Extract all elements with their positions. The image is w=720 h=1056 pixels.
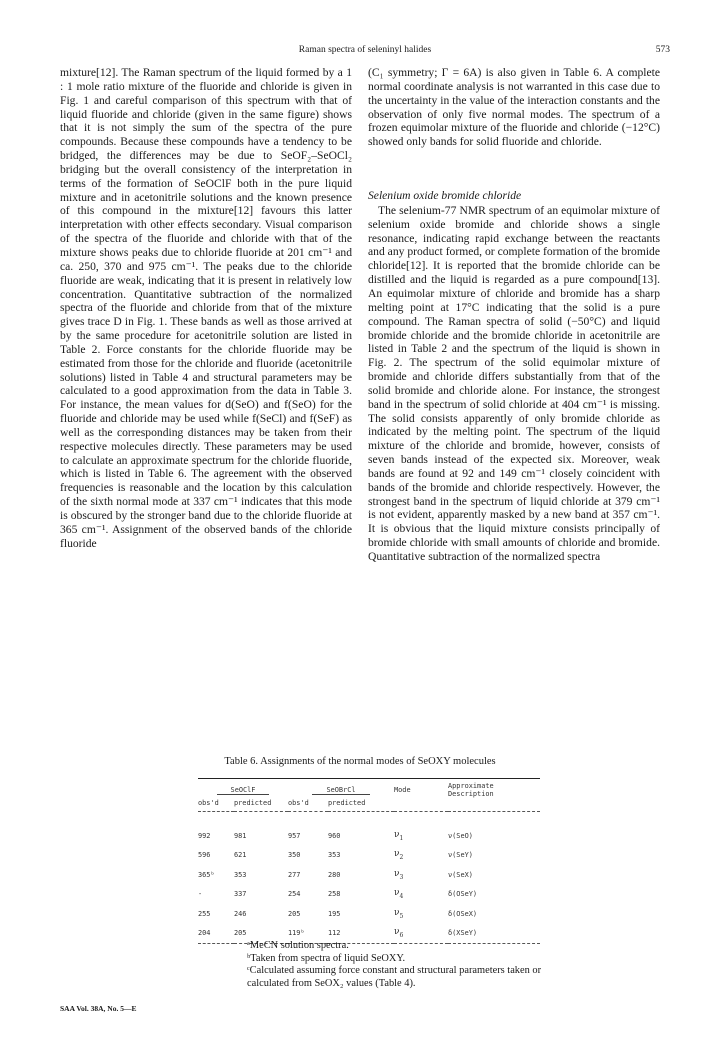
cell-description: ν(SeX)	[448, 870, 473, 879]
cell-description: ν(SeY)	[448, 851, 473, 860]
cell-seoclf-obsd: 992	[198, 831, 211, 840]
cell-seobrcl-predicted: 960	[328, 831, 341, 840]
cell-seoclf-obsd: 204	[198, 929, 211, 938]
cell-seobrcl-obsd: 119ᵇ	[288, 929, 305, 938]
cell-description: δ(XSeY)	[448, 929, 478, 938]
cell-seoclf-predicted: 981	[234, 831, 247, 840]
cell-seobrcl-obsd: 350	[288, 851, 301, 860]
right-column-intro: (C₁ symmetry; Γ = 6A) is also given in Table 6. A complete normal coordinate analysis is not warranted in this case due to the uncertainty in the value of the interaction constants and the observation of only five normal modes. The spectrum of a frozen equimolar mixture of the fluoride and chloride (−12°C) showed only bands for solid fluoride and chloride.	[368, 66, 660, 149]
cell-mode: $\nu_5$	[394, 907, 404, 920]
cell-seoclf-obsd: 596	[198, 851, 211, 860]
description-header: Approximate Description	[448, 782, 494, 798]
cell-seobrcl-obsd: 205	[288, 909, 301, 918]
cell-mode: $\nu_4$	[394, 888, 404, 901]
cell-description: δ(OSeY)	[448, 890, 478, 899]
running-title: Raman spectra of seleninyl halides	[298, 45, 432, 55]
cell-mode: $\nu_3$	[394, 868, 404, 881]
table-row	[198, 865, 540, 885]
cell-description: δ(OSeX)	[448, 909, 478, 918]
journal-footer: SAA Vol. 38A, No. 5—E	[60, 1004, 137, 1013]
section-paragraph: The selenium-77 NMR spectrum of an equimolar mixture of selenium oxide bromide and chloride shows a single resonance, indicating rapid exchange between the reactants and any product formed, or complete formation of the bromide chloride[12]. It is reported that the bromide chloride can be distilled and the liquid is regarded as a pure compound[13]. An equimolar mixture of chloride and bromide has a sharp melting point at 17°C indicating that the solid is a pure compound. The Raman spectra of solid (−50°C) and liquid bromide chloride and the bromide chloride in acetonitrile are listed in Table 2 and the spectrum of the liquid is shown in Fig. 2. The spectrum of the solid equimolar mixture of bromide and chloride differs substantially from that of the solid bromide and chloride alone. For instance, the strongest band in the spectrum of solid chloride at 404 cm⁻¹ is missing. The solid consists apparently of only bromide chloride as indicated by the melting point. The spectrum of the liquid mixture of the chloride and bromide, however, consists of seven bands instead of the expected six. Moreover, weak bands are found at 92 and 149 cm⁻¹ closely coincident with bands of the bromide and chloride respectively. However, the strongest band in the spectrum of liquid chloride at 379 cm⁻¹ is not evident, apparently masked by a new band at 357 cm⁻¹. It is obvious that the liquid mixture consists principally of bromide chloride with small amounts of chloride and bromide. Quantitative subtraction of the normalized spectra	[368, 203, 660, 563]
section-heading: Selenium oxide bromide chloride	[368, 189, 522, 203]
page-header	[60, 45, 670, 59]
cell-seobrcl-predicted: 112	[328, 929, 341, 938]
cell-seobrcl-predicted: 280	[328, 870, 341, 879]
cell-seobrcl-obsd: 254	[288, 890, 301, 899]
cell-seoclf-predicted: 353	[234, 870, 247, 879]
subheader-predicted: predicted	[234, 799, 272, 807]
subheader-obsd: obs'd	[288, 799, 309, 807]
cell-seoclf-predicted: 621	[234, 851, 247, 860]
right-column	[368, 66, 660, 564]
mode-header: Mode	[394, 786, 411, 794]
subheader-obsd: obs'd	[198, 799, 219, 807]
group-header-seoclf: SeOClF	[198, 779, 288, 799]
table-caption: Table 6. Assignments of the normal modes of SeOXY molecules	[224, 756, 496, 767]
footnote: ᵃMeCN solution spectra.	[247, 940, 349, 951]
table-row	[198, 904, 540, 924]
cell-mode: $\nu_2$	[394, 849, 404, 862]
left-column	[60, 66, 352, 551]
cell-description: ν(SeO)	[448, 831, 473, 840]
cell-seobrcl-predicted: 353	[328, 851, 341, 860]
cell-seobrcl-obsd: 957	[288, 831, 301, 840]
cell-seoclf-obsd: 365ᵇ	[198, 870, 215, 879]
cell-seoclf-predicted: 246	[234, 909, 247, 918]
table-footnotes	[247, 940, 567, 990]
table-row	[198, 846, 540, 866]
assignments-table	[198, 778, 540, 948]
cell-mode: $\nu_6$	[394, 927, 404, 940]
cell-seobrcl-obsd: 277	[288, 870, 301, 879]
footnote: ᶜCalculated assuming force constant and structural parameters taken or calculated from SeOX₂ values (Table 4).	[247, 965, 542, 989]
group-header-seobrcl: SeOBrCl	[288, 779, 394, 799]
table-row	[198, 826, 540, 846]
cell-seobrcl-predicted: 258	[328, 890, 341, 899]
table-row	[198, 885, 540, 905]
cell-seoclf-predicted: 205	[234, 929, 247, 938]
cell-mode: $\nu_1$	[394, 829, 404, 842]
cell-seoclf-obsd: 255	[198, 909, 211, 918]
page-number: 573	[655, 45, 670, 55]
cell-seoclf-obsd: -	[198, 890, 203, 899]
left-column-paragraph: mixture[12]. The Raman spectrum of the liquid formed by a 1 : 1 mole ratio mixture of the fluoride and chloride is given in Fig. 1 and careful comparison of this spectrum with that of liquid fluoride and chloride (given in the same figure) shows that it is not simply the sum of the spectra of the pure compounds. Because these compounds have a tendency to be bridged, the differences may be due to SeOF₂–SeOCl₂ bridging but the overall consistency of the interpretation in terms of the formation of SeOClF both in the pure liquid mixture and in acetonitrile solutions and the known presence of this compound in the mixture[12] favours this latter interpretation with other effects secondary. Visual comparison of the spectra of the fluoride and chloride with that of the mixture shows peaks due to chloride fluoride at 201 cm⁻¹ and ca. 250, 370 and 975 cm⁻¹. The peaks due to the chloride fluoride are weak, indicating that it is present in relatively low concentration. Quantitative subtraction of the normalized spectra of the fluoride and chloride from that of the mixture gives trace D in Fig. 1. These bands as well as those arrived at by the same procedure for acetonitrile solution are listed in Table 2. Force constants for the chloride fluoride may be estimated from those for the chloride and fluoride (acetonitrile solutions) listed in Table 4 and structural parameters may be calculated to a good approximation from the data in Table 3. For instance, the mean values for d(SeO) and f(SeO) for the fluoride and chloride may be used while f(SeCl) and f(SeF) as well as the corresponding distances may be taken from their respective molecules directly. These parameters may be used to calculate an approximate spectrum for the chloride fluoride, which is listed in Table 6. The agreement with the observed frequencies is reasonable and the location by this calculation of the sixth normal mode at 337 cm⁻¹ indicates that this mode is obscured by the stronger band due to the chloride fluoride at 365 cm⁻¹. Assignment of the observed bands of the chloride fluoride	[60, 66, 352, 550]
cell-seoclf-predicted: 337	[234, 890, 247, 899]
subheader-predicted: predicted	[328, 799, 366, 807]
footnote: ᵇTaken from spectra of liquid SeOXY.	[247, 952, 406, 964]
cell-seobrcl-predicted: 195	[328, 909, 341, 918]
